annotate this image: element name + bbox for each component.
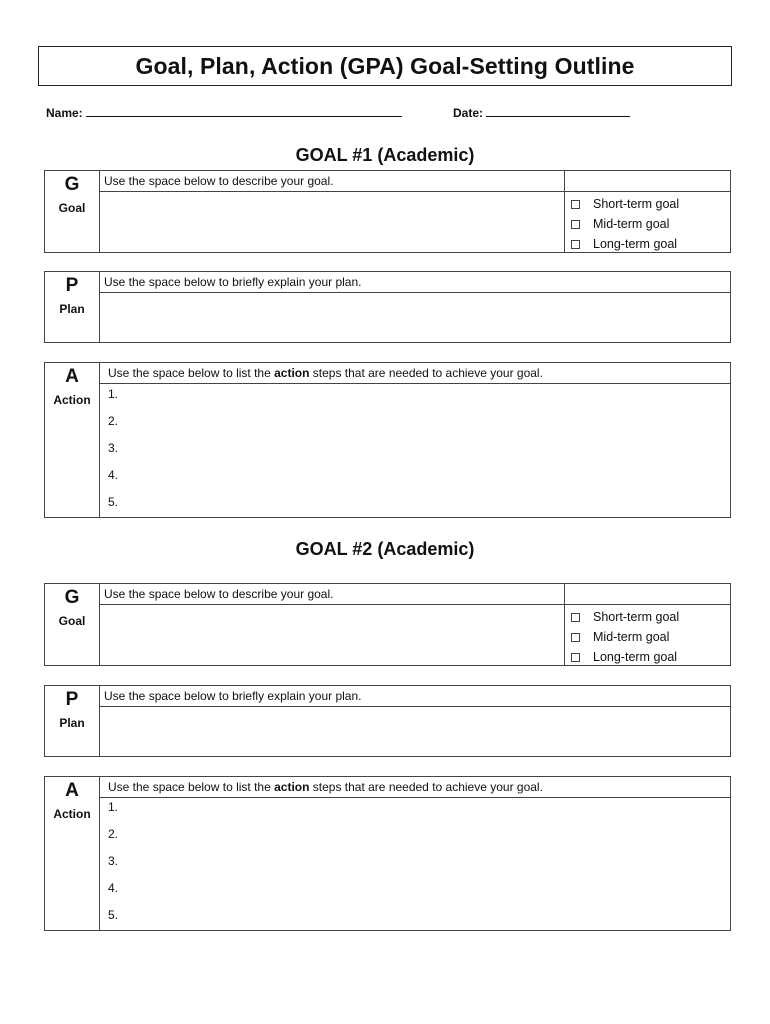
goal-2-plan-instruction: Use the space below to briefly explain your plan.	[104, 689, 362, 703]
document-title: Goal, Plan, Action (GPA) Goal-Setting Outline	[135, 52, 635, 79]
goal-1-goal-header-right-cell	[564, 171, 730, 191]
goal-1-action-label-cell	[45, 363, 100, 517]
goal-2-plan-label-cell	[45, 686, 100, 756]
goal-1-term-checklist	[564, 192, 730, 252]
option-label: Short-term goal	[593, 197, 680, 211]
goal-1-plan-instruction: Use the space below to briefly explain your plan.	[104, 275, 362, 289]
goal-2-option-short-term[interactable]	[571, 608, 730, 628]
goal-1-action-steps	[100, 384, 730, 517]
goal-1-goal-instruction-row	[100, 171, 730, 192]
goal-2-action-letter: A	[65, 780, 79, 801]
option-label: Long-term goal	[593, 650, 678, 664]
name-blank-line[interactable]	[86, 106, 402, 117]
goal-1-action-word: Action	[53, 393, 91, 407]
goal-2-action-instruction-row	[100, 777, 730, 798]
date-field[interactable]	[453, 106, 630, 120]
checkbox-icon[interactable]	[571, 633, 580, 642]
goal-1-option-long-term[interactable]	[571, 235, 730, 255]
goal-2-goal-word: Goal	[58, 614, 86, 628]
date-label: Date:	[453, 106, 484, 120]
goal-2-plan-instruction-row	[100, 686, 730, 707]
checkbox-icon[interactable]	[571, 240, 580, 249]
option-label: Short-term goal	[593, 610, 680, 624]
name-label: Name:	[46, 106, 83, 120]
goal-1-plan-letter: P	[65, 275, 79, 296]
instruction-pre: Use the space below to list the	[108, 366, 275, 380]
option-label: Mid-term goal	[593, 217, 670, 231]
action-step-number: 2.	[108, 414, 119, 428]
goal-2-goal-letter: G	[64, 587, 80, 608]
action-step-number: 1.	[108, 387, 119, 401]
goal-1-action-instruction-row	[100, 363, 730, 384]
goal-2-term-checklist	[564, 605, 730, 665]
name-field[interactable]	[46, 106, 402, 120]
goal-2-option-mid-term[interactable]	[571, 628, 730, 648]
goal-2-action-word: Action	[53, 807, 91, 821]
instruction-bold: action	[274, 780, 310, 794]
goal-1-option-mid-term[interactable]	[571, 215, 730, 235]
goal-2-plan-box[interactable]	[44, 685, 731, 757]
goal-2-action-label-cell	[45, 777, 100, 930]
goal-1-goal-word: Goal	[58, 201, 86, 215]
goal-2-goal-header-right-cell	[564, 584, 730, 604]
checkbox-icon[interactable]	[571, 200, 580, 209]
goal-1-goal-instruction: Use the space below to describe your goal.	[104, 174, 334, 188]
goal-2-plan-letter: P	[65, 689, 79, 710]
goal-1-action-letter: A	[65, 366, 79, 387]
instruction-post: steps that are needed to achieve your goal.	[309, 366, 543, 380]
goal-2-option-long-term[interactable]	[571, 648, 730, 668]
goal-1-heading: GOAL #1 (Academic)	[295, 145, 475, 165]
goal-2-goal-box[interactable]	[44, 583, 731, 666]
option-label: Long-term goal	[593, 237, 678, 251]
action-step-number: 2.	[108, 827, 119, 841]
instruction-bold: action	[274, 366, 310, 380]
goal-2-plan-word: Plan	[59, 716, 85, 730]
goal-1-plan-instruction-row	[100, 272, 730, 293]
goal-1-option-short-term[interactable]	[571, 195, 730, 215]
goal-2-goal-instruction: Use the space below to describe your goal.	[104, 587, 334, 601]
goal-2-heading: GOAL #2 (Academic)	[295, 539, 475, 559]
action-step-number: 3.	[108, 854, 119, 868]
action-step-number: 4.	[108, 468, 119, 482]
goal-2-action-box[interactable]	[44, 776, 731, 931]
document-title-box	[38, 46, 732, 86]
action-step-number: 4.	[108, 881, 119, 895]
checkbox-icon[interactable]	[571, 220, 580, 229]
goal-1-action-box[interactable]	[44, 362, 731, 518]
goal-1-plan-word: Plan	[59, 302, 85, 316]
checkbox-icon[interactable]	[571, 653, 580, 662]
goal-2-action-steps	[100, 798, 730, 930]
action-step-number: 1.	[108, 800, 119, 814]
goal-1-plan-box[interactable]	[44, 271, 731, 343]
goal-1-goal-box[interactable]	[44, 170, 731, 253]
action-step-number: 3.	[108, 441, 119, 455]
goal-1-goal-label-cell	[45, 171, 100, 252]
goal-2-goal-instruction-row	[100, 584, 730, 605]
date-blank-line[interactable]	[486, 106, 630, 117]
option-label: Mid-term goal	[593, 630, 670, 644]
checkbox-icon[interactable]	[571, 613, 580, 622]
instruction-pre: Use the space below to list the	[108, 780, 275, 794]
action-step-number: 5.	[108, 495, 119, 509]
goal-2-goal-label-cell	[45, 584, 100, 665]
goal-1-plan-label-cell	[45, 272, 100, 342]
instruction-post: steps that are needed to achieve your goal.	[309, 780, 543, 794]
action-step-number: 5.	[108, 908, 119, 922]
goal-1-goal-letter: G	[64, 174, 80, 195]
